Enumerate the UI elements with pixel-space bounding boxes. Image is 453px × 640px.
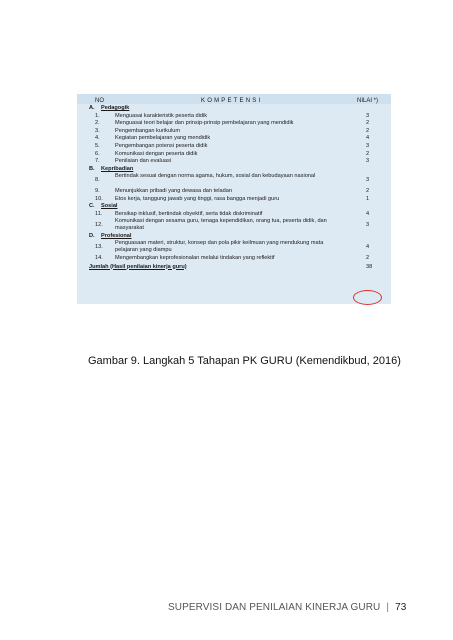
total-highlight-circle <box>353 290 382 305</box>
row-value: 3 <box>366 158 370 165</box>
page-footer <box>168 602 406 613</box>
row-value: 2 <box>366 254 370 261</box>
row-description: Pengembangan potensi peserta didik <box>115 143 208 149</box>
competency-table-figure <box>77 94 391 304</box>
row-value: 2 <box>366 150 370 157</box>
header-nilai: NILAI *) <box>357 98 379 104</box>
figure-caption: Gambar 9. Langkah 5 Tahapan PK GURU (Kemendikbud, 2016) <box>88 355 401 367</box>
row-number: 5. <box>95 143 100 149</box>
table-header <box>77 94 391 104</box>
row-description: Jumlah (Hasil penilaian kinerja guru) <box>89 263 187 270</box>
row-number: C. <box>89 203 95 210</box>
row-value: 4 <box>366 210 370 217</box>
page-number: 73 <box>395 602 407 613</box>
row-description: Komunikasi dengan peserta didik <box>115 150 198 157</box>
footer-separator: | <box>386 602 390 613</box>
row-number: 3. <box>95 127 100 134</box>
row-description: Penguasaan materi, struktur, konsep dan pola pikir keilmuan yang mendukung mata pelajaran yang diampu <box>115 240 324 253</box>
row-number: D. <box>89 232 95 239</box>
row-description: Menguasai karakteristik peserta didik <box>115 112 208 119</box>
row-description: Pedagogik <box>101 105 130 111</box>
row-number: 14. <box>95 254 103 261</box>
row-value: 3 <box>366 112 370 119</box>
row-number: 12. <box>95 222 103 229</box>
row-number: 2. <box>95 120 100 127</box>
row-value: 3 <box>366 177 370 184</box>
row-description: Kepribadian <box>101 165 134 172</box>
row-value: 3 <box>366 222 370 229</box>
row-description: Komunikasi dengan sesama guru, tenaga kependidikan, orang tua, peserta didik, dan masyarakat <box>115 218 327 231</box>
row-description: Kegiatan pembelajaran yang mendidik <box>115 135 211 142</box>
row-description: Bertindak sesuai dengan norma agama, hukum, sosial dan kebudayaan nasional <box>115 173 316 180</box>
row-number: B. <box>89 165 95 172</box>
row-number: 11. <box>95 210 103 217</box>
header-no: NO <box>95 98 104 104</box>
row-number: 10. <box>95 195 103 202</box>
row-description: Bersikap inklusif, bertindak obyektif, serta tidak diskriminatif <box>115 210 263 217</box>
header-kompetensi: KOMPETENSI <box>201 98 263 104</box>
row-description: Menunjukkan pribadi yang dewasa dan teladan <box>115 187 232 194</box>
row-number: 4. <box>95 135 100 142</box>
row-description: Menguasai teori belajar dan prinsip-prinsip pembelajaran yang mendidik <box>115 120 294 127</box>
footer-title: SUPERVISI DAN PENILAIAN KINERJA GURU <box>168 602 381 613</box>
row-description: Mengembangkan keprofesionalan melalui tindakan yang reflektif <box>115 254 275 261</box>
row-value: 2 <box>366 187 370 194</box>
row-description: Sosial <box>101 203 118 210</box>
row-number: 1. <box>95 112 100 119</box>
row-number: A. <box>89 105 95 111</box>
row-number: 7. <box>95 158 100 165</box>
row-description: Profesional <box>101 232 132 239</box>
row-number: 6. <box>95 150 100 157</box>
row-description: Etos kerja, tanggung jawab yang tinggi, rasa bangga menjadi guru <box>115 195 280 202</box>
row-number: 9. <box>95 187 100 194</box>
row-value: 4 <box>366 135 370 142</box>
row-number: 8. <box>95 177 100 184</box>
row-value: 2 <box>366 127 370 134</box>
row-number: 13. <box>95 244 103 251</box>
row-value: 1 <box>366 195 370 202</box>
row-description: Penilaian dan evaluasi <box>115 158 171 165</box>
row-value: 38 <box>366 263 373 270</box>
row-value: 2 <box>366 120 370 127</box>
row-description: Pengembangan kurikulum <box>115 127 180 134</box>
row-value: 4 <box>366 244 370 251</box>
row-value: 3 <box>366 143 370 149</box>
